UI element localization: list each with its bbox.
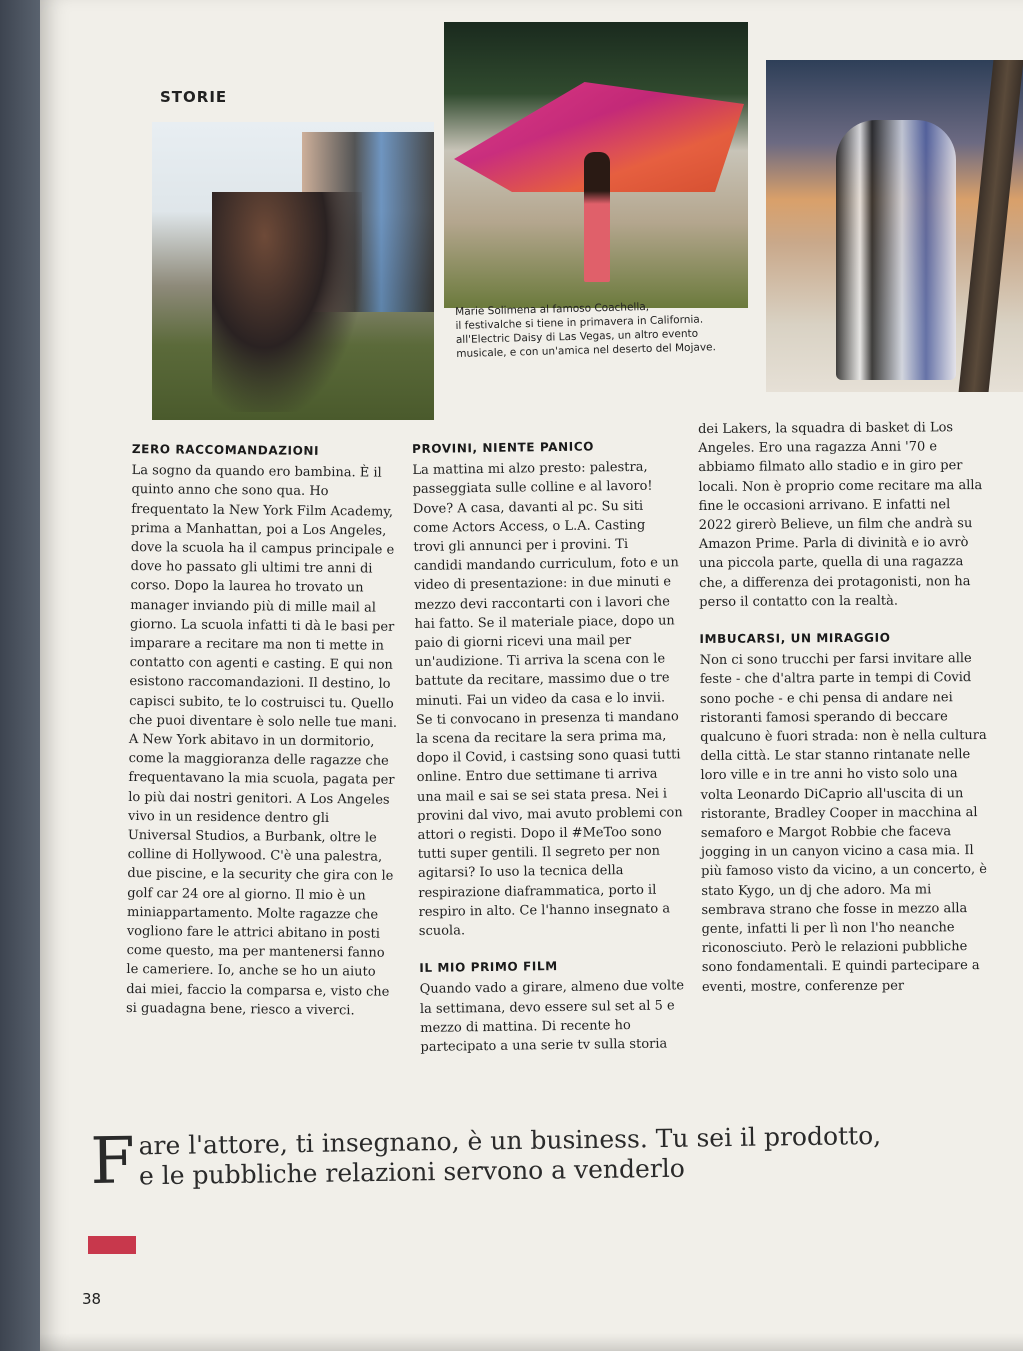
body-paragraph: La sogno da quando ero bambina. È il quinto anno che sono qua. Ho frequentato la New York Film Academy, prima a Manhattan, poi a Los Angeles, dove la scuola ha il campus principale e dove ho passato gli ultimi tre anni di corso. Dopo la laurea ho trovato un manager inviando più di mille mail al giorno. La scuola infatti ti dà le basi per imparare a recitare ma non ti mette in contatto con agenti e casting. E qui non esistono raccomandazioni. Il destino, lo capisci subito, te lo costruisci tu. Quello che puoi diventare è solo nelle tue mani.: [128, 463, 398, 731]
body-paragraph: La mattina mi alzo presto: palestra, passeggiata sulle colline e al lavoro! Dove? A casa, davanti al pc. Su siti come Actors Access, o L.A. Casting trovi gli annunci per i provini. Ti candidi mandando curriculum, foto e un video di presentazione: in due minuti e mezzo devi raccontarti con i lavori che hai fatto. Se il materiale piace, dopo un paio di giorni ricevi una mail per un'audizione. Ti arriva la scena con le battute da recitare, massimo due o tre minuti. Fai un video da casa e lo invii. Se ti convocano in presenza ti mandano la scena da recitare la sera prima ma, dopo il Covid, i castsing sono quasi tutti online. Entro due settimane ti arriva una mail e sai se sei stata presa. Nei i provini dal vivo, mai avuto problemi con attori o registi. Dopo il #MeToo sono tutti super gentili. Il segreto per non agitarsi? Io uso la tecnica della respirazione diaframmatica, porto il respiro in alto. Ce l'hanno insegnato a scuola.: [412, 459, 683, 940]
section-label: STORIE: [160, 88, 228, 106]
caption-line: Marie Solimena al famoso Coachella,: [455, 300, 650, 318]
photo-coachella-tent: [444, 22, 748, 308]
photo-coachella-seated: [152, 122, 434, 420]
pull-quote-dropcap: F: [89, 1124, 136, 1199]
photo-palm-trunk: [959, 60, 1023, 392]
subheading-imbucarsi: IMBUCARSI, UN MIRAGGIO: [699, 630, 891, 647]
subheading-zero-raccomandazioni: ZERO RACCOMANDAZIONI: [131, 441, 320, 458]
text-column-1: [126, 440, 400, 1021]
page-shadow: [40, 1333, 1023, 1351]
photo-mojave-desert: [766, 60, 1023, 392]
body-paragraph: dei Lakers, la squadra di basket di Los Angeles. Ero una ragazza Anni '70 e abbiamo filmato allo stadio e in giro per locali. Non è proprio come recitare ma alla fine le occasioni arrivano. E infatti nel 2022 girerò Believe, un film che andrà su Amazon Prime. Parla di divinità e io avrò una piccola parte, quella di una ragazza che, a differenza dei protagonisti, non ha perso il contatto con la realtà.: [698, 420, 983, 610]
body-paragraph: Non ci sono trucchi per farsi invitare alle feste - che d'altra parte in tempi di Covid sono poche - e chi pensa di andare nei ristoranti famosi sperando di beccare qualcuno è fuori strada: non è nella cultura della città. Le star stanno rintanate nelle loro ville e in tre anni ho visto solo una volta Leonardo DiCaprio all'uscita di un ristorante, Bradley Cooper in macchina al semaforo e Margot Robbie che faceva jogging in un canyon vicino a casa mia. Il più famoso visto da vicino, a un concerto, è stato Kygo, un dj che adoro. Ma mi sembrava strano che fosse in mezzo alla gente, infatti li per lì non l'ho neanche riconosciuto. Però le relazioni pubbliche sono fondamentali. E quindi partecipare a eventi, mostre, conferenze per: [699, 651, 987, 995]
pull-quote-line: e le pubbliche relazioni servono a venderlo: [138, 1153, 686, 1191]
photo-caption: [455, 297, 746, 361]
subheading-provini: PROVINI, NIENTE PANICO: [412, 439, 595, 456]
pull-quote: [89, 1120, 971, 1199]
photo-subject-standing: [584, 152, 610, 282]
photo-two-friends: [836, 120, 956, 380]
text-column-2: [412, 436, 687, 1057]
caption-line: all'Electric Daisy di Las Vegas, un altro evento: [455, 327, 699, 346]
pull-quote-line: are l'attore, ti insegnano, è un business. Tu sei il prodotto,: [138, 1120, 882, 1161]
page-number: 38: [82, 1290, 102, 1308]
caption-line: musicale, e con un'amica nel deserto del Mojave.: [456, 341, 717, 360]
subheading-primo-film: IL MIO PRIMO FILM: [419, 959, 558, 976]
body-paragraph: A New York abitavo in un dormitorio, come la maggioranza delle ragazze che frequentavano la mia scuola, pagata per lo più dai nostri genitori. A Los Angeles vivo in un residence dentro gli Universal Studios, a Burbank, oltre le colline di Hollywood. C'è una palestra, due piscine, e la security che gira con le golf car 24 ore al giorno. Il mio è un miniappartamento. Molte ragazze che vogliono fare le attrici abitano in posti come questo, ma per mantenersi fanno le cameriere. Io, anche se ho un aiuto dai miei, faccio la comparsa e, visto che si guadagna bene, riesco a viverci.: [125, 732, 395, 1019]
text-column-3: [698, 418, 990, 997]
photo-subject-figure: [212, 192, 362, 412]
accent-bar: [88, 1236, 136, 1254]
body-paragraph: Quando vado a girare, almeno due volte la settimana, devo essere sul set al 5 e mezzo di mattina. Di recente ho partecipato a una serie tv sulla storia: [419, 978, 685, 1056]
caption-line: il festivalche si tiene in primavera in California.: [455, 313, 704, 332]
